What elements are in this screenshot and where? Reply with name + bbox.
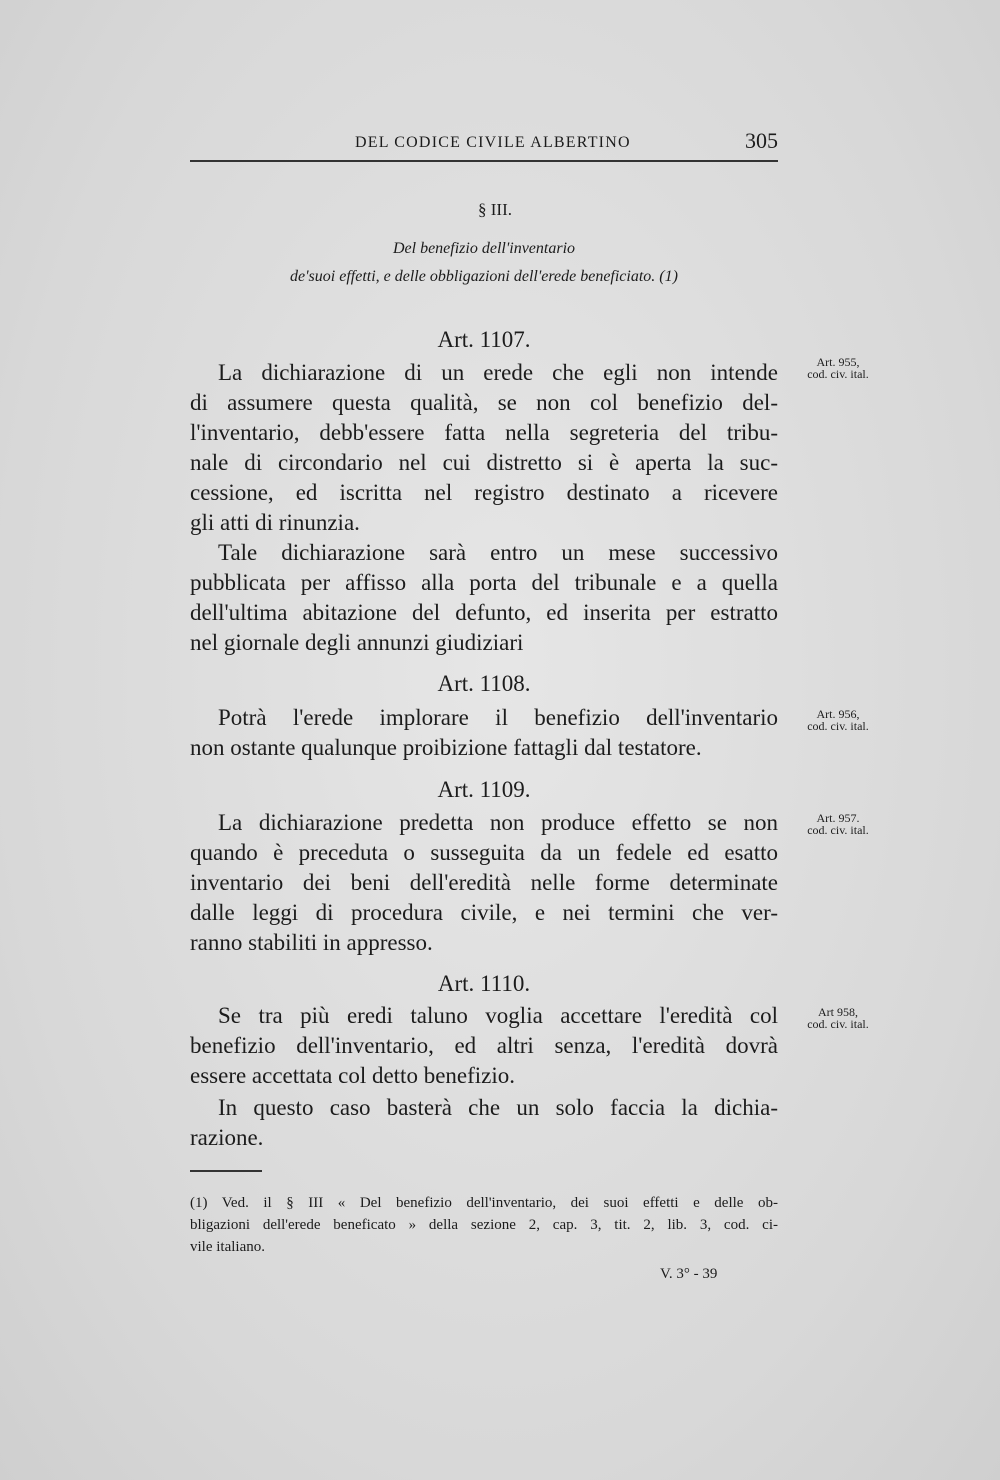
margin-note-line: Art 958, (818, 1005, 858, 1019)
article-1109-paragraph-1 (190, 808, 778, 958)
text-line: Tale dichiarazione sarà entro un mese successivo (218, 540, 778, 565)
section-mark (0, 200, 1000, 220)
footnote-rule (190, 1170, 262, 1172)
text-line: dell'ultima abitazione del defunto, ed inserita per estratto (190, 600, 778, 625)
article-heading-1108: Art. 1108. (437, 671, 531, 696)
footnote-line: bligazioni dell'erede beneficato » della sezione 2, cap. 3, tit. 2, lib. 3, cod. ci- (190, 1217, 778, 1233)
text-line: pubblicata per affisso alla porta del tribunale e a quella (190, 570, 778, 595)
printer-signature: V. 3° - 39 (660, 1266, 718, 1282)
margin-note-line: Art. 956, (816, 707, 860, 721)
text-line: gli atti di rinunzia. (190, 510, 360, 535)
text-line: nale di circondario nel cui distretto si è aperta la suc- (190, 450, 778, 475)
footnote-line: vile italiano. (190, 1239, 265, 1255)
margin-note-line: cod. civ. ital. (807, 367, 869, 381)
margin-note-line: cod. civ. ital. (807, 823, 869, 837)
text-line: In questo caso basterà che un solo faccia la dichia- (218, 1095, 778, 1120)
text-line: Potrà l'erede implorare il benefizio dell'inventario (218, 705, 778, 730)
text-line: benefizio dell'inventario, ed altri senza, l'eredità dovrà (190, 1033, 778, 1058)
text-line: cessione, ed iscritta nel registro destinato a ricevere (190, 480, 778, 505)
margin-note-1107 (788, 356, 888, 380)
text-line: essere accettata col detto benefizio. (190, 1063, 516, 1088)
article-heading-1109: Art. 1109. (437, 777, 531, 802)
text-line: La dichiarazione predetta non produce effetto se non (218, 810, 778, 835)
page-number: 305 (745, 128, 778, 153)
article-1107-paragraph-1 (190, 358, 778, 538)
article-1110-paragraph-1 (190, 1001, 778, 1091)
margin-note-1110 (788, 1006, 888, 1030)
article-1110-paragraph-2 (190, 1093, 778, 1153)
margin-note-line: Art. 957. (816, 811, 860, 825)
margin-note-1108 (788, 708, 888, 732)
text-line: quando è preceduta o susseguita da un fedele ed esatto (190, 840, 778, 865)
text-line: di assumere questa qualità, se non col benefizio del- (190, 390, 778, 415)
text-line: dalle leggi di procedura civile, e nei termini che ver- (190, 900, 778, 925)
section-mark-text: § III. (478, 200, 512, 219)
article-1107-paragraph-2 (190, 538, 778, 658)
margin-note-line: cod. civ. ital. (807, 719, 869, 733)
text-line: razione. (190, 1125, 264, 1150)
text-line: La dichiarazione di un erede che egli non intende (218, 360, 778, 385)
margin-note-1109 (788, 812, 888, 836)
text-line: l'inventario, debb'essere fatta nella segreteria del tribu- (190, 420, 778, 445)
text-line: ranno stabiliti in appresso. (190, 930, 433, 955)
text-line: inventario dei beni dell'eredità nelle forme determinate (190, 870, 778, 895)
text-line: non ostante qualunque proibizione fattagli dal testatore. (190, 735, 702, 760)
article-1108-paragraph-1 (190, 703, 778, 763)
text-line: nel giornale degli annunzi giudiziari (190, 630, 524, 655)
footnote-line: (1) Ved. il § III « Del benefizio dell'inventario, dei suoi effetti e delle ob- (190, 1195, 778, 1211)
running-title: DEL CODICE CIVILE ALBERTINO (355, 134, 631, 151)
margin-note-line: Art. 955, (816, 355, 860, 369)
section-subtitle-line-2: de'suoi effetti, e delle obbligazioni dell'erede beneficiato. (1) (290, 268, 678, 285)
running-head (190, 130, 778, 162)
footnote (190, 1192, 778, 1258)
margin-note-line: cod. civ. ital. (807, 1017, 869, 1031)
article-heading-1110: Art. 1110. (437, 971, 531, 996)
article-heading-1107: Art. 1107. (437, 327, 531, 352)
section-subtitle-line-1: Del benefizio dell'inventario (392, 240, 576, 257)
text-line: Se tra più eredi taluno voglia accettare l'eredità col (218, 1003, 778, 1028)
